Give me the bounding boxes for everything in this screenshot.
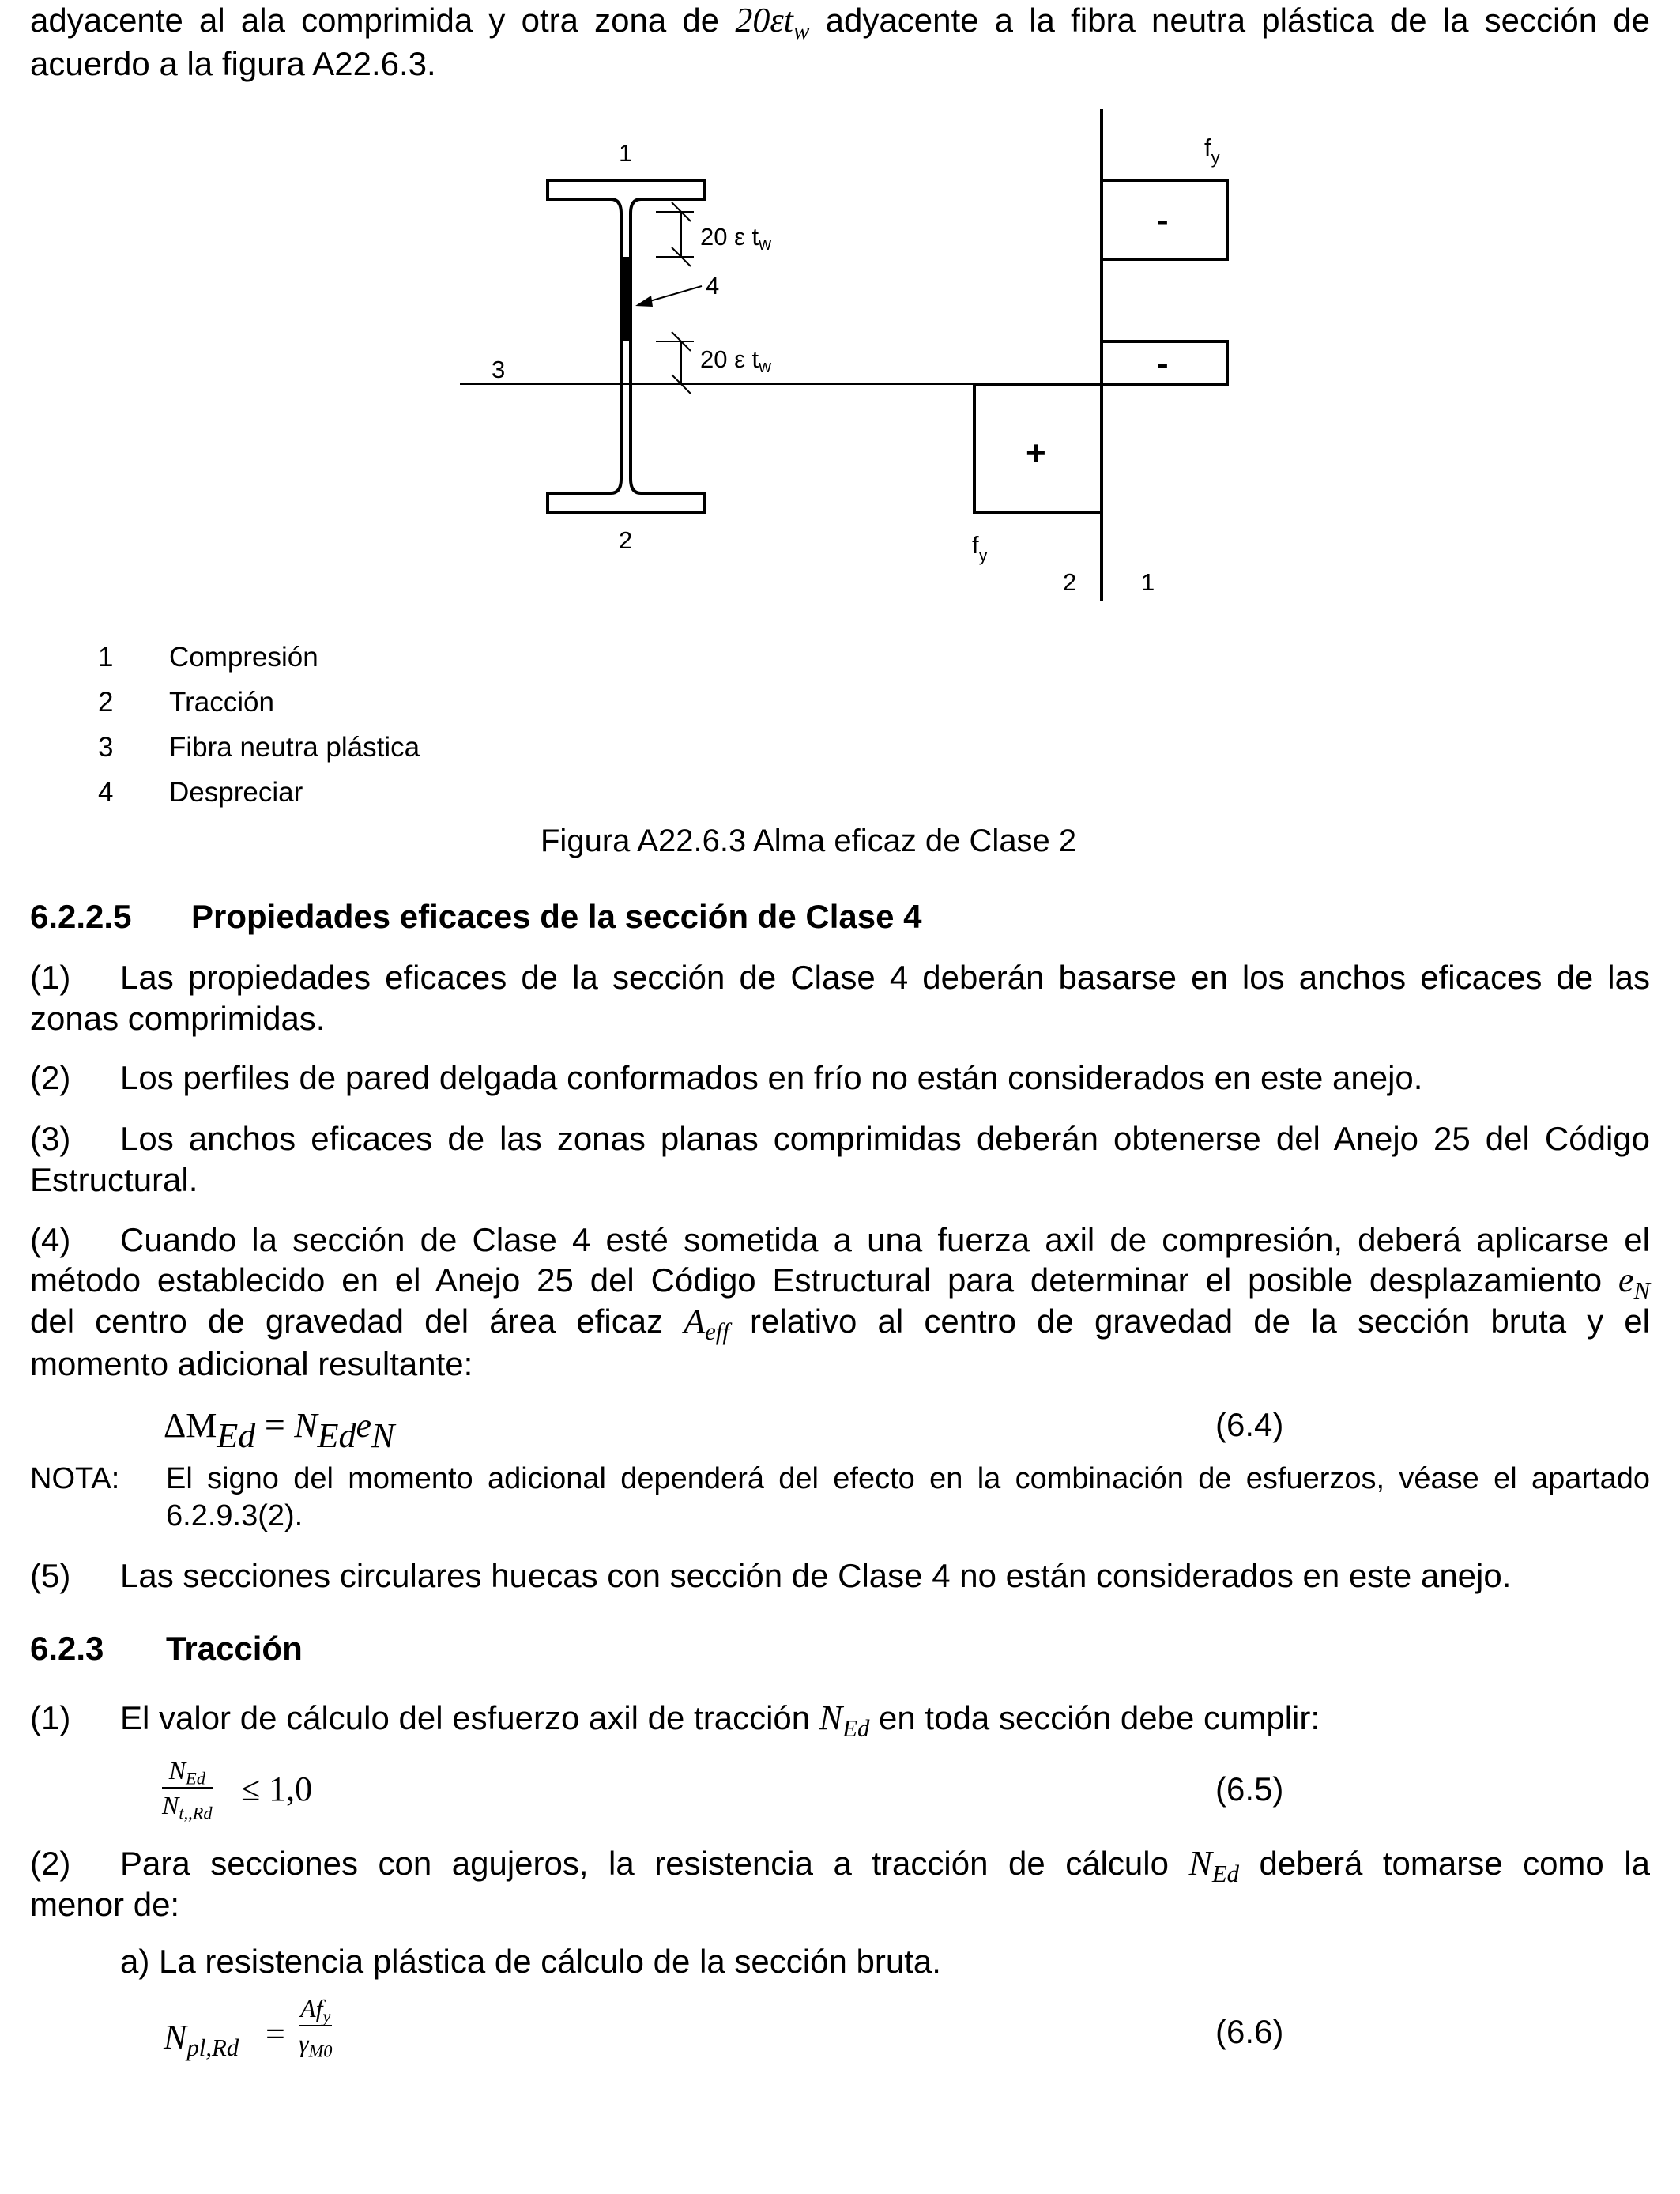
plus-sign: + (1026, 434, 1046, 473)
minus-sign-upper: - (1157, 201, 1169, 239)
note-line-1: El signo del momento adicional dependerá del efecto en la combinación de esfuerzos, véase el apartado (166, 1462, 1650, 1495)
legend-text: Fibra neutra plástica (169, 732, 420, 763)
math-20etw: $20\varepsilon t_w$ (735, 1, 810, 45)
intro-text: adyacente al ala comprimida y otra zona de (30, 2, 736, 39)
equation-number-6-4: (6.4) (1215, 1406, 1284, 1443)
section-title: Tracción (166, 1630, 303, 1667)
legend-num: 1 (98, 642, 114, 673)
equation-6-5-rhs: ≤ 1,0 (241, 1770, 313, 1808)
paragraph-3-line-2: Estructural. (30, 1161, 198, 1198)
equation-number-6-6: (6.6) (1215, 2013, 1284, 2050)
label-3: 3 (492, 356, 506, 383)
legend-text: Despreciar (169, 777, 303, 808)
legend-num: 2 (98, 687, 114, 718)
legend-text: Compresión (169, 642, 318, 673)
legend-num: 4 (98, 777, 114, 808)
label-2-bottom: 2 (619, 526, 633, 554)
paragraph-623-1: (1) El valor de cálculo del esfuerzo axil de tracción $N_{Ed}$ en toda sección debe cumplir: (30, 1698, 1320, 1743)
list-item-a: a) La resistencia plástica de cálculo de la sección bruta. (120, 1943, 941, 1980)
equation-6-6-equals: = (266, 2015, 285, 2053)
math-ned: $N_{Ed}$ (819, 1698, 870, 1743)
dim-lower-label: 20 ε tw (700, 345, 772, 376)
paragraph-4-line-4: momento adicional resultante: (30, 1345, 473, 1382)
legend-text: Tracción (169, 687, 274, 718)
math-ned: $N_{Ed}$ (1188, 1844, 1240, 1888)
intro-text-b: adyacente a la fibra neutra plástica de la sección de (809, 2, 1650, 39)
equation-number-6-5: (6.5) (1215, 1770, 1284, 1808)
section-title: Propiedades eficaces de la sección de Clase 4 (191, 898, 922, 935)
paragraph-5: (5) Las secciones circulares huecas con sección de Clase 4 no están considerados en este anejo. (30, 1557, 1512, 1594)
fy-top-label: $f_y$ (1204, 134, 1220, 168)
equation-6-6-fraction: $Af_y$ $\gamma_{M0}$ (299, 1994, 333, 2061)
note-label: NOTA: (30, 1462, 120, 1495)
section-number: 6.2.3 (30, 1630, 104, 1667)
label-1-top: 1 (619, 139, 633, 167)
math-aeff: $A_{eff}$ (684, 1302, 729, 1346)
fy-bottom-label: $f_y$ (972, 531, 988, 565)
equation-6-4: $\Delta M_{Ed} = N_{Ed}e_N$ (164, 1404, 395, 1456)
figure-caption: Figura A22.6.3 Alma eficaz de Clase 2 (541, 824, 1077, 858)
paragraph-623-2-line-1: (2) Para secciones con agujeros, la resistencia a tracción de cálculo $N_{Ed}$ deberá tomarse como la (30, 1844, 1650, 1888)
dim-upper-label: 20 ε tw (700, 223, 772, 254)
legend-num: 3 (98, 732, 114, 763)
paragraph-2: (2) Los perfiles de pared delgada conformados en frío no están considerados en este anejo. (30, 1059, 1423, 1096)
section-number: 6.2.2.5 (30, 898, 132, 935)
math-en: $e_N$ (1618, 1261, 1650, 1305)
neglected-web-zone (620, 257, 632, 341)
paragraph-623-2-line-2: menor de: (30, 1886, 180, 1923)
note-line-2: 6.2.9.3(2). (166, 1499, 303, 1532)
paragraph-1-line-2: zonas comprimidas. (30, 1000, 326, 1037)
axis-label-2: 2 (1063, 568, 1077, 596)
minus-sign-lower: - (1157, 344, 1169, 383)
equation-6-6-lhs: $N_{pl,Rd}$ (164, 2018, 239, 2062)
intro-line-2: acuerdo a la figura A22.6.3. (30, 45, 436, 82)
label-4: 4 (706, 272, 720, 300)
paragraph-4-line-2: método establecido en el Anejo 25 del Código Estructural para determinar el posible desplazamiento $e_N$ (30, 1261, 1650, 1305)
equation-6-5-fraction: $N_{Ed}$ $N_{t,,Rd}$ (162, 1756, 213, 1823)
paragraph-3-line-1: (3) Los anchos eficaces de las zonas planas comprimidas deberán obtenerse del Anejo 25 del Código (30, 1120, 1650, 1157)
paragraph-1-line-1: (1) Las propiedades eficaces de la sección de Clase 4 deberán basarse en los anchos eficaces de las (30, 959, 1650, 996)
figure-a22-6-3 (0, 0, 1680, 632)
paragraph-4-line-1: (4) Cuando la sección de Clase 4 esté sometida a una fuerza axil de compresión, deberá aplicarse el (30, 1221, 1650, 1258)
axis-label-1: 1 (1141, 568, 1155, 596)
paragraph-4-line-3: del centro de gravedad del área eficaz $A_{eff}$ relativo al centro de gravedad de la sección bruta y el (30, 1302, 1650, 1346)
